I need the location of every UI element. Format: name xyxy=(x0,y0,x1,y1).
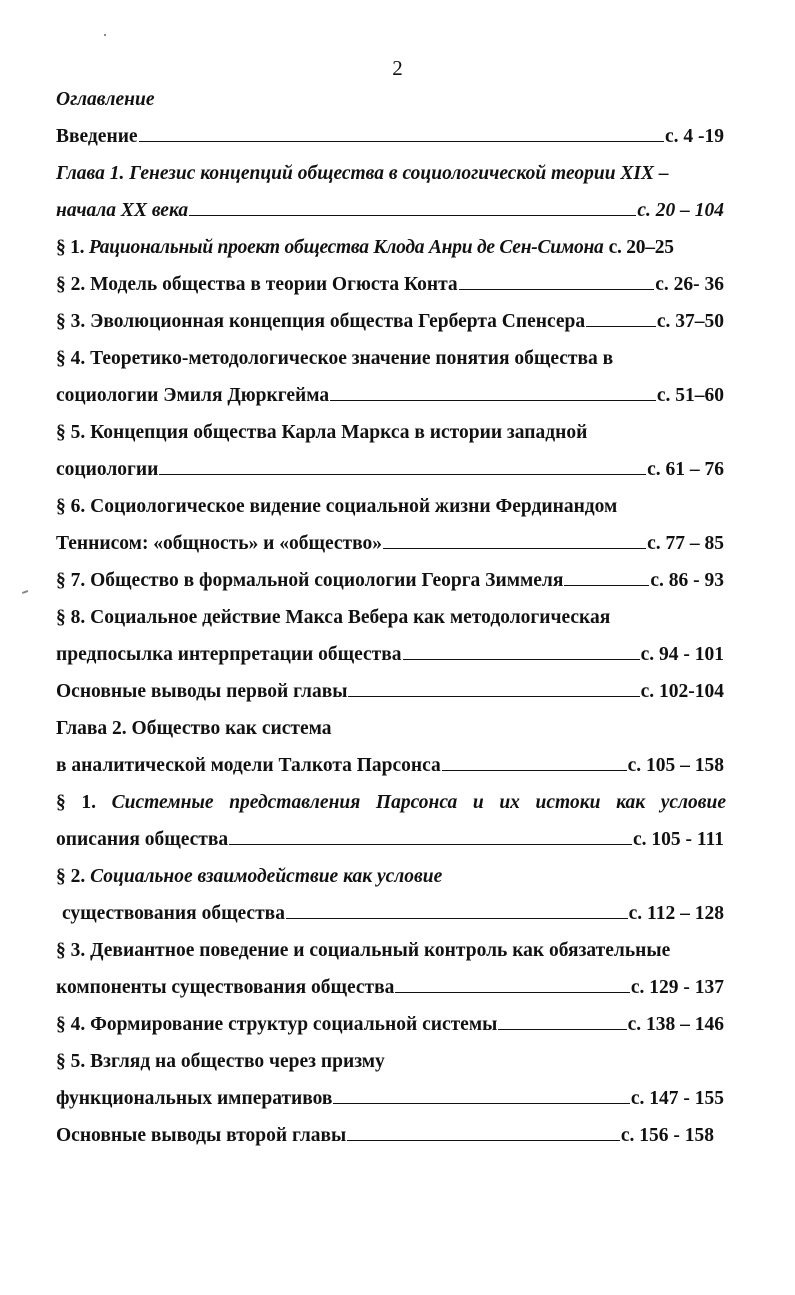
toc-section-2-2-title[interactable] xyxy=(56,862,724,892)
toc-page-ref: с. 112 – 128 xyxy=(628,903,724,924)
section-marker: § 1. xyxy=(56,792,96,813)
toc-section-2-5-title[interactable]: § 5. Взгляд на общество через призму xyxy=(56,1051,385,1072)
toc-page-ref: с. 105 - 111 xyxy=(633,829,724,850)
dot-leader xyxy=(286,899,628,919)
toc-heading: Оглавление xyxy=(56,89,155,110)
dot-leader xyxy=(459,270,655,290)
toc-chapter-1-conclusions[interactable] xyxy=(56,677,724,707)
toc-entry-text: Введение xyxy=(56,126,138,147)
toc-entry-text: Основные выводы первой главы xyxy=(56,681,348,702)
dot-leader xyxy=(395,973,629,993)
toc-page-ref: с. 26- 36 xyxy=(655,274,724,295)
toc-page-ref: с. 102-104 xyxy=(640,681,724,702)
toc-section-2-1-title[interactable] xyxy=(56,788,726,818)
toc-page-ref: с. 94 - 101 xyxy=(640,644,724,665)
toc-entry-text: § 2. Модель общества в теории Огюста Конта xyxy=(56,274,458,295)
scan-speck xyxy=(104,34,106,36)
toc-entry-text: Социальное взаимодействие как условие xyxy=(90,866,443,887)
toc-section-2-4[interactable] xyxy=(56,1010,724,1040)
toc-section-2-5-title-end[interactable] xyxy=(56,1084,724,1114)
toc-entry-text: предпосылка интерпретации общества xyxy=(56,644,402,665)
toc-page-ref: с. 37–50 xyxy=(656,311,724,332)
toc-entry-text: начала XX века xyxy=(56,200,189,221)
dot-leader xyxy=(403,640,640,660)
scan-speck xyxy=(22,590,28,593)
toc-chapter-1-title[interactable]: Глава 1. Генезис концепций общества в социологической теории XIX – xyxy=(56,163,669,184)
toc-chapter-2-title[interactable]: Глава 2. Общество как система xyxy=(56,718,332,739)
toc-section-1-6-title[interactable]: § 6. Социологическое видение социальной жизни Фердинандом xyxy=(56,496,618,517)
toc-entry-text: социологии Эмиля Дюркгейма xyxy=(56,385,330,406)
toc-page-ref: с. 105 – 158 xyxy=(627,755,724,776)
toc-entry-text: описания общества xyxy=(56,829,229,850)
dot-leader xyxy=(330,381,656,401)
toc-section-1-6-title-end[interactable] xyxy=(56,529,724,559)
toc-entry-text: социологии xyxy=(56,459,159,480)
dot-leader xyxy=(333,1084,629,1104)
dot-leader xyxy=(348,677,639,697)
dot-leader xyxy=(139,122,664,142)
dot-leader xyxy=(189,196,636,216)
toc-page-ref: с. 4 -19 xyxy=(664,126,724,147)
toc-section-1-4-title[interactable]: § 4. Теоретико-методологическое значение понятия общества в xyxy=(56,348,614,369)
toc-page-ref: с. 129 - 137 xyxy=(630,977,724,998)
toc-page-ref: с. 77 – 85 xyxy=(647,533,724,554)
toc-entry-text: § 3. Эволюционная концепция общества Герберта Спенсера xyxy=(56,311,586,332)
toc-entry-text: существования общества xyxy=(62,903,285,924)
toc-entry-text: в аналитической модели Талкота Парсонса xyxy=(56,755,441,776)
toc-page-ref: с. 51–60 xyxy=(656,385,724,406)
toc-entry-text: Рациональный проект общества Клода Анри де Сен-Симона xyxy=(88,237,604,258)
dot-leader xyxy=(159,455,646,475)
dot-leader xyxy=(586,307,656,327)
toc-page-ref: с. 138 – 146 xyxy=(627,1014,724,1035)
toc-page-ref: с. 86 - 93 xyxy=(650,570,724,591)
toc-entry-text: функциональных императивов xyxy=(56,1088,333,1109)
toc-entry-text: компоненты существования общества xyxy=(56,977,395,998)
toc-section-2-1-title-end[interactable] xyxy=(56,825,724,855)
toc-entry-text: § 4. Формирование структур социальной системы xyxy=(56,1014,498,1035)
section-marker: § 2. xyxy=(56,866,91,887)
toc-page-ref: с. 20 – 104 xyxy=(637,200,724,221)
toc-chapter-2-conclusions[interactable] xyxy=(56,1121,714,1151)
page-number: 2 xyxy=(392,56,403,80)
toc-section-2-3-title-end[interactable] xyxy=(56,973,724,1003)
dot-leader xyxy=(347,1121,620,1141)
toc-section-1-8-title-end[interactable] xyxy=(56,640,724,670)
toc-section-1-7[interactable] xyxy=(56,566,724,596)
toc-section-1-5-title[interactable]: § 5. Концепция общества Карла Маркса в истории западной xyxy=(56,422,588,443)
toc-entry-introduction[interactable] xyxy=(56,122,724,152)
toc-page-ref: с. 61 – 76 xyxy=(647,459,724,480)
toc-page-ref: с. 20–25 xyxy=(608,237,674,258)
dot-leader xyxy=(383,529,646,549)
toc-section-1-5-title-end[interactable] xyxy=(56,455,724,485)
toc-section-1-2[interactable] xyxy=(56,270,724,300)
toc-entry-text: Основные выводы второй главы xyxy=(56,1125,347,1146)
dot-leader xyxy=(229,825,632,845)
toc-entry-text: § 7. Общество в формальной социологии Георга Зиммеля xyxy=(56,570,564,591)
dot-leader xyxy=(498,1010,626,1030)
toc-section-1-8-title[interactable]: § 8. Социальное действие Макса Вебера как методологическая xyxy=(56,607,611,628)
dot-leader xyxy=(442,751,627,771)
dot-leader xyxy=(564,566,649,586)
toc-section-2-2-title-end[interactable] xyxy=(62,899,724,929)
toc-chapter-1-title-end[interactable] xyxy=(56,196,724,226)
toc-section-2-3-title[interactable]: § 3. Девиантное поведение и социальный контроль как обязательные xyxy=(56,940,671,961)
toc-entry-text: Теннисом: «общность» и «общество» xyxy=(56,533,383,554)
toc-section-1-1[interactable] xyxy=(56,233,724,263)
toc-section-1-4-title-end[interactable] xyxy=(56,381,724,411)
toc-section-1-3[interactable] xyxy=(56,307,724,337)
toc-entry-text: Системные представления Парсонса и их истоки как условие xyxy=(111,792,726,813)
toc-page-ref: с. 156 - 158 xyxy=(620,1125,714,1146)
section-marker: § 1. xyxy=(56,237,89,258)
toc-page-ref: с. 147 - 155 xyxy=(630,1088,724,1109)
toc-chapter-2-title-end[interactable] xyxy=(56,751,724,781)
